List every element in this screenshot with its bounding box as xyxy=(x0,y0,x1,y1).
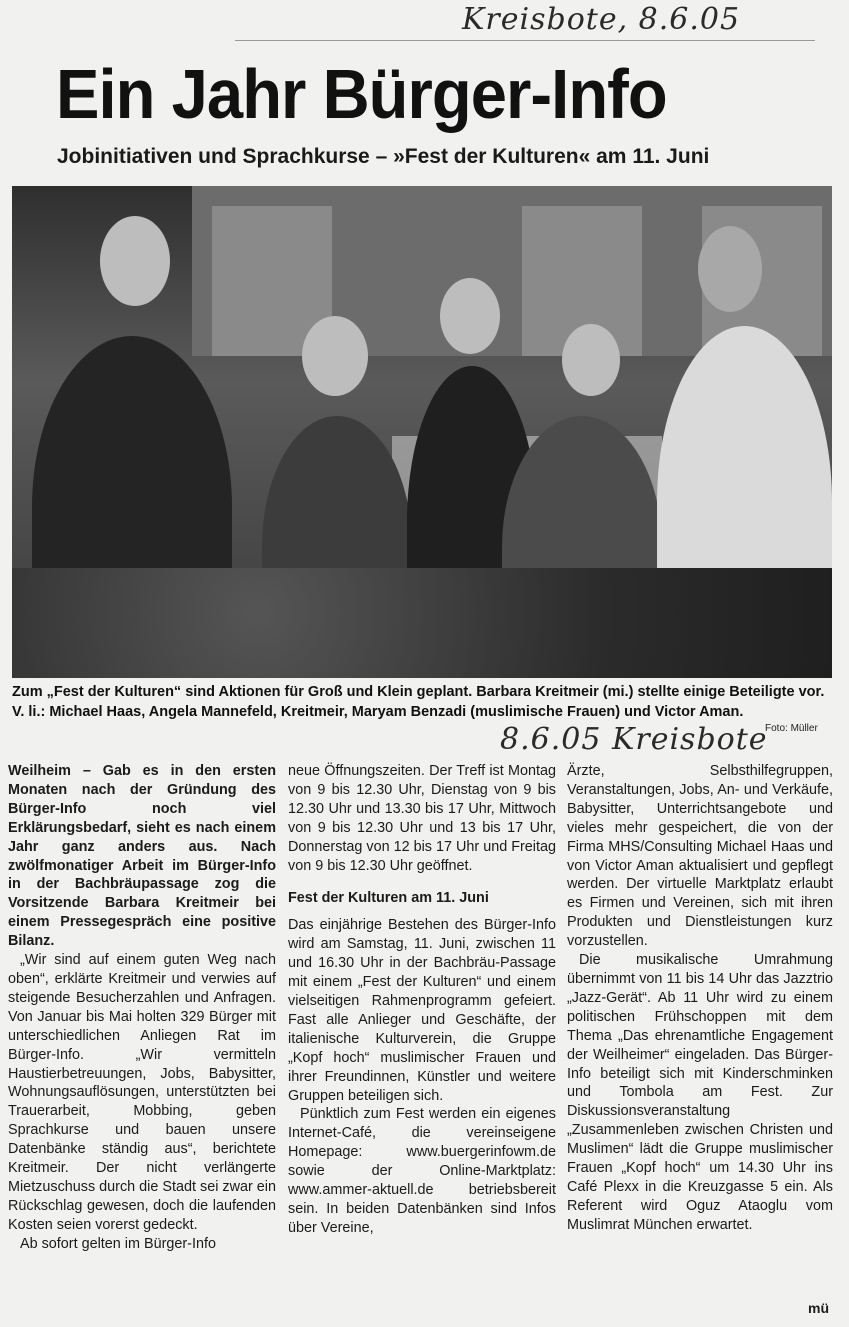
article-paragraph: Pünktlich zum Fest werden ein eigenes Internet-Café, die vereinseigene Homepage: www.buergerinfowm.de sowie der Online-Marktplatz: www.ammer-aktuell.de betriebsbereit sein. In beiden Datenbänken sind Infos über Vereine, xyxy=(288,1106,556,1236)
photo-person-head xyxy=(440,278,500,354)
photo-person-head xyxy=(100,216,170,306)
article-column-3 xyxy=(567,762,833,1235)
article-photo xyxy=(12,186,832,678)
section-heading: Fest der Kulturen am 11. Juni xyxy=(288,889,489,907)
article-paragraph: Ab sofort gelten im Bürger-Info xyxy=(20,1235,216,1252)
photo-person-head xyxy=(698,226,762,312)
article-column-2 xyxy=(288,762,556,1238)
photo-plants xyxy=(12,568,832,678)
top-rule xyxy=(235,40,815,41)
article-paragraph: Ärzte, Selbsthilfegruppen, Veranstaltungen, Jobs, An- und Verkäufe, Babysitter, Unterrichtsangebote und vieles mehr gespeichert, die von der Firma MHS/Consulting Michael Haas und von Victor Aman aktualisiert und gepflegt werden. Der virtuelle Marktplatz erlaubt es Firmen und Vereinen, sich mit ihren Produkten und Dienstleistungen kurz vorzustellen. xyxy=(567,763,833,950)
photo-caption: Zum „Fest der Kulturen“ sind Aktionen für Groß und Klein geplant. Barbara Kreitmeir (mi.) stellte einige Beteiligte vor. V. li.: Michael Haas, Angela Mannefeld, Kreitmeir, Maryam Benzadi (muslimische Frauen) und Victor Aman. xyxy=(12,684,825,720)
article-paragraph: Das einjährige Bestehen des Bürger-Info wird am Samstag, 11. Juni, zwischen 11 und 16.30 Uhr in der Bachbräu-Passage mit einem „Fest der Kulturen“ und einem vielseitigen Rahmenprogramm gefeiert. Fast alle Anlieger und Geschäfte, der italienische Kulturverein, die Gruppe „Kopf hoch“ muslimischer Frauen und ihrer Freundinnen, Künstler und weitere Gruppen beteiligen sich. xyxy=(288,917,556,1104)
article-column-1 xyxy=(8,762,276,1254)
subheadline: Jobinitiativen und Sprachkurse – »Fest der Kulturen« am 11. Juni xyxy=(57,145,710,168)
article-paragraph: „Wir sind auf einem guten Weg nach oben“, erklärte Kreitmeir und verwies auf steigende Besucherzahlen und Anfragen. Von Januar bis Mai holten 329 Bürger mit unterschiedlichen Anliegen Rat im Bürger-Info. „Wir vermitteln Haustierbetreuungen, Jobs, Babysitter, Wohnungsauflösungen, unterstützten bei Trauerarbeit, Mobbing, geben Sprachkurse und bauen unsere Datenbänke ständig aus“, berichtete Kreitmeir. Der nicht verlängerte Mietzuschuss durch die Stadt sei zwar ein Rückschlag gewesen, doch die laufenden Kosten seien vorerst gedeckt. xyxy=(8,952,276,1233)
article-paragraph: Die musikalische Umrahmung übernimmt von 11 bis 14 Uhr das Jazztrio „Jazz-Gerät“. Ab 11 Uhr wird zu einem politischen Frühschoppen mit dem Thema „Das ehrenamtliche Engagement der Weilheimer“ eingeladen. Das Bürger-Info beteiligt sich mit Kinderschminken und Tombola am Fest. Zur Diskussionsveranstaltung „Zusammenleben zwischen Christen und Muslimen“ lädt die Gruppe muslimischer Frauen „Kopf hoch“ um 14.30 Uhr ins Café Plexx in die Kreuzgasse 5 ein. Als Referent wird Oguz Ataoglu vom Muslimrat München erwartet. xyxy=(567,952,833,1233)
headline: Ein Jahr Bürger-Info xyxy=(56,55,667,133)
handwritten-date-note: 8.6.05 Kreisbote xyxy=(500,722,768,757)
article-lead: Weilheim – Gab es in den ersten Monaten nach der Gründung des Bürger-Info noch viel Erklärungsbedarf, sieht es nach einem Jahr ganz anders aus. Nach zwölfmonatiger Arbeit im Bürger-Info in der Bachbräupassage zog die Vorsitzende Barbara Kreitmeir bei einem Pressegespräch eine positive Bilanz. xyxy=(8,763,276,950)
article-paragraph: neue Öffnungszeiten. Der Treff ist Montag von 9 bis 12.30 Uhr, Dienstag von 9 bis 12.30 Uhr und 13.30 bis 17 Uhr, Mittwoch von 9 bis 12.30 Uhr und 13 bis 17 Uhr, Donnerstag von 12 bis 17 Uhr und Freitag von 9 bis 12.30 Uhr geöffnet. xyxy=(288,763,556,874)
photo-credit: Foto: Müller xyxy=(765,723,818,734)
photo-person-head xyxy=(302,316,368,396)
photo-person-head xyxy=(562,324,620,396)
handwritten-source-note: Kreisbote, 8.6.05 xyxy=(462,2,741,37)
author-signature: mü xyxy=(808,1300,829,1316)
